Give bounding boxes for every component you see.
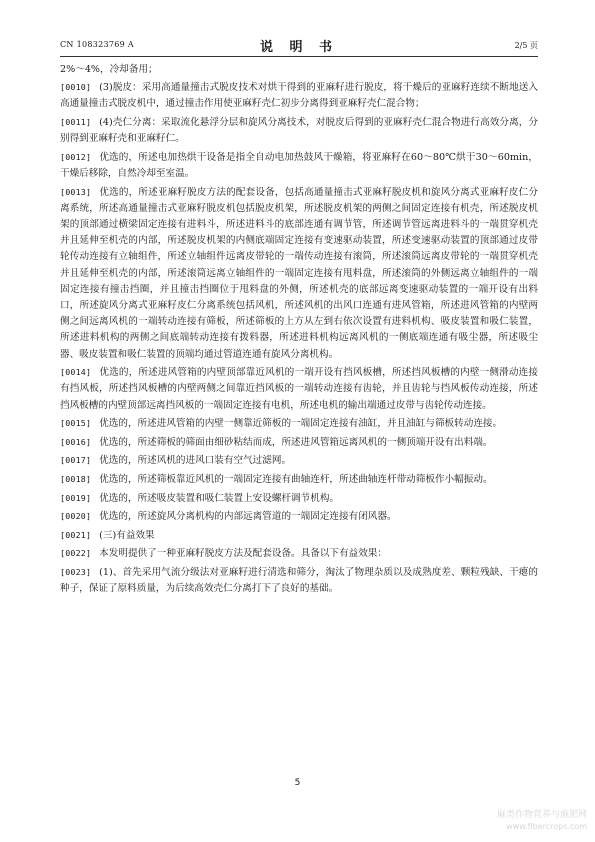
paragraph: [60, 471, 538, 488]
paragraph-number: [0015]: [60, 418, 92, 429]
paragraph-text: (三)有益效果: [99, 529, 155, 541]
watermark-site-name: 麻类作物营养与施肥网: [496, 810, 587, 820]
paragraph: [60, 79, 538, 112]
paragraph: [60, 114, 538, 147]
paragraph: [60, 490, 538, 507]
paragraph-number: [0010]: [60, 82, 92, 93]
page-indicator: 2/5 页: [514, 41, 538, 50]
paragraph-text: 优选的，所述筛板的筛面由细砂粘结而成，所述进风管箱远离风机的一侧顶端开设有出料端。: [99, 436, 493, 448]
paragraph-number: [0013]: [60, 186, 92, 197]
paragraph: [60, 149, 538, 182]
paragraph-number: [0022]: [60, 548, 92, 559]
paragraph-text: 优选的，所述吸皮装置和吸仁装置上安设螺杆调节机构。: [99, 492, 340, 504]
watermark-url: www.fibercrops.com: [506, 822, 587, 831]
paragraph-text: 优选的，所述亚麻籽脱皮方法的配套设备，包括高通量撞击式亚麻籽脱皮机和旋风分离式亚麻籽皮仁分离系统，所述高通量撞击式亚麻籽脱皮机包括脱皮机架，所述脱皮机架的两侧之间固定连接有机壳，所述脱皮机架的顶部通过横梁固定连接有进料斗，所述进料斗的底部连通有调节管，所述调节管远离进料斗的一端贯穿机壳并且延伸至机壳的内部，所述脱皮机架的内侧底端固定连接有变速驱动装置，所述变速驱动装置的顶部通过皮带轮传动连接有立轴组件，所述立轴组件远离皮带轮的一端传动连接有滚筒，所述滚筒远离皮带轮的一端贯穿机壳并且延伸至机壳的内部，所述滚筒远离立轴组件的一端固定连接有甩料盘，所述滚筒的外侧远离立轴组件的一端固定连接有撞击挡圈，并且撞击挡圈位于甩料盘的外侧，所述机壳的底部远离变速驱动装置的一端开设有出料口，所述旋风分离式亚麻籽皮仁分离系统包括风机，所述风机的出风口连通有进风管箱，所述进风管箱的内壁两侧之间远离风机的一端转动连接有筛板，所述筛板的上方从左到右依次设置有进料机构、吸皮装置和吸仁装置，所述进料机构的两侧之间底端转动连接有拨料器，所述进料机构远离风机的一侧底端连通有吸尘器，所述吸尘器、吸皮装置和吸仁装置的顶端均通过管道连通有旋风分离机构。: [60, 186, 538, 360]
paragraph-list: [60, 79, 538, 597]
paragraph-number: [0016]: [60, 436, 92, 447]
paragraph-number: [0023]: [60, 566, 92, 577]
paragraph: [60, 564, 538, 597]
paragraph-text: 优选的，所述筛板靠近风机的一端固定连接有曲轴连杆，所述曲轴连杆带动筛板作小幅振动。: [99, 474, 493, 485]
page-number: 5: [294, 778, 301, 788]
paragraph: [60, 364, 538, 414]
paragraph-text: 优选的，所述进风管箱的内壁一侧靠近筛板的一端固定连接有油缸，并且油缸与筛板转动连接。: [99, 418, 503, 430]
paragraph: [60, 508, 538, 525]
paragraph-text: (3)脱皮：采用高通量撞击式脱皮技术对烘干得到的亚麻籽进行脱皮，将干燥后的亚麻籽连续不断地送入高通量撞击式脱皮机中，通过撞击作用使亚麻籽壳仁初步分离得到亚麻籽壳仁混合物；: [60, 82, 538, 110]
continued-text: 2%～4%，冷却备用；: [60, 64, 158, 75]
patent-number: CN 108323769 A: [60, 40, 134, 49]
paragraph: [60, 527, 538, 544]
paragraph-number: [0020]: [60, 511, 92, 522]
paragraph-number: [0012]: [60, 151, 92, 162]
paragraph-number: [0011]: [60, 117, 92, 127]
paragraph: [60, 415, 538, 432]
page-header: [60, 36, 538, 57]
paragraph-number: [0019]: [60, 492, 92, 503]
paragraph-text: (4)壳仁分离：采取流化悬浮分层和旋风分离技术，对脱皮后得到的亚麻籽壳仁混合物进行高效分离，分别得到亚麻籽壳和亚麻籽仁。: [60, 117, 538, 145]
paragraph-text: 优选的，所述风机的进风口装有空气过滤网。: [99, 455, 292, 467]
paragraph: [60, 434, 538, 451]
paragraph: [60, 545, 538, 562]
site-watermark: [497, 810, 587, 832]
document-title: 说 明 书: [259, 40, 339, 55]
paragraph: [60, 452, 538, 469]
paragraph-number: [0017]: [60, 455, 92, 466]
paragraph-text: 优选的，所述电加热烘干设备是指全自动电加热鼓风干燥箱，将亚麻籽在60～80℃烘干30～60min，干燥后移除，自然冷却至室温。: [60, 151, 538, 179]
paragraph-text: 优选的，所述进风管箱的内壁顶部靠近风机的一端开设有挡风板槽，所述挡风板槽的内壁一侧滑动连接有挡风板，所述挡风板槽的内壁两侧之间靠近挡风板的一端转动连接有齿轮，并且齿轮与挡风板传动连接，所述挡风板槽的内壁顶部远离挡风板的一端固定连接有电机，所述电机的输出端通过皮带与齿轮传动连接。: [60, 367, 538, 411]
paragraph-number: [0014]: [60, 367, 92, 378]
paragraph-text: 优选的，所述旋风分离机构的内部远离管道的一端固定连接有闭风器。: [99, 511, 397, 523]
paragraph: [60, 184, 538, 363]
paragraph-text: 本发明提供了一种亚麻籽脱皮方法及配套设备。具备以下有益效果：: [99, 548, 387, 560]
paragraph-text: (1)、首先采用气流分级法对亚麻籽进行清选和筛分，淘汰了物理杂质以及成熟度差、颗粒残缺、干瘪的种子，保证了原料质量，为后续高效壳仁分离打下了良好的基础。: [60, 566, 538, 595]
document-body: [60, 62, 538, 599]
paragraph-number: [0018]: [60, 474, 92, 484]
paragraph-number: [0021]: [60, 529, 92, 540]
